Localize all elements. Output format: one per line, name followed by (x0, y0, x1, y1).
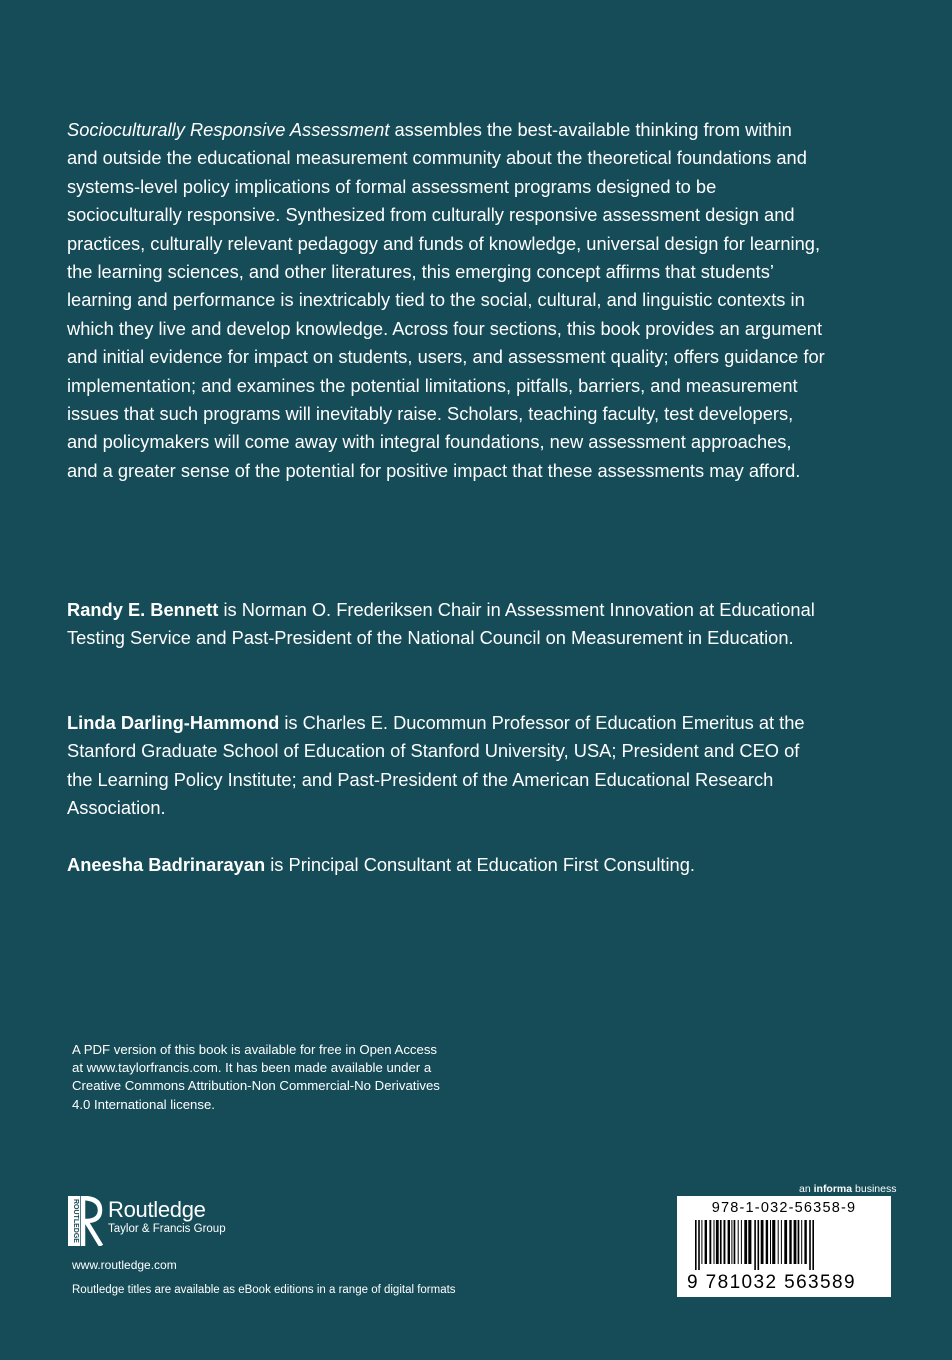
author-bio-text: is Charles E. Ducommun Professor of Education Emeritus at the Stanford Graduate School of Education of Stanford University, USA; President and CEO of the Learning Policy Institute; and Past-President of the American Educational Research Association. (67, 712, 805, 819)
barcode-bar (728, 1220, 730, 1264)
barcode-bars (695, 1220, 875, 1270)
open-access-line: Creative Commons Attribution-Non Commercial-No Derivatives (72, 1078, 440, 1094)
barcode-bar (724, 1220, 726, 1264)
barcode-bar (789, 1220, 791, 1264)
open-access-notice (72, 1041, 532, 1114)
barcode-digits: 9 781032 563589 (687, 1272, 856, 1293)
open-access-line: A PDF version of this book is available for free in Open Access (72, 1042, 438, 1057)
informa-brand: informa (813, 1183, 853, 1195)
barcode-bar (781, 1220, 782, 1264)
barcode-bar (804, 1220, 806, 1264)
publisher-group: Taylor & Francis Group (108, 1223, 226, 1235)
author-name: Randy E. Bennett (67, 599, 219, 620)
isbn-number: 978-1-032-56358-9 (711, 1200, 857, 1216)
barcode-bar (798, 1220, 800, 1264)
barcode-bar (744, 1220, 747, 1264)
barcode-bar (758, 1220, 760, 1270)
open-access-line: at www.taylorfrancis.com. It has been made available under a (72, 1060, 432, 1076)
barcode-bar (731, 1220, 732, 1264)
barcode-bar (714, 1220, 715, 1264)
description-text: assembles the best-available thinking from within and outside the educational measurement community about the theoretical foundations and systems-level policy implications of formal assessment programs designed to be socioculturally responsive. Synthesized from culturally responsive assessment design and practices, culturally relevant pedagogy and funds of knowledge, universal design for learning, the learning sciences, and other literatures, this emerging concept affirms that students’ learning and performance is inextricably tied to the social, cultural, and linguistic contexts in which they live and develop knowledge. Across four sections, this book provides an argument and initial evidence for impact on students, users, and assessment quality; offers guidance for implementation; and examines the potential limitations, pitfalls, barriers, and measurement issues that such programs will inevitably raise. Scholars, teaching faculty, test developers, and policymakers will come away with integral foundations, new assessment approaches, and a greater sense of the potential for positive impact that these assessments may afford. (67, 119, 825, 481)
routledge-logo (68, 1196, 268, 1246)
book-title-italic: Socioculturally Responsive Assessment (67, 119, 390, 140)
informa-tagline: an informa business (799, 1183, 897, 1195)
author-name: Linda Darling-Hammond (67, 712, 280, 733)
author-bio-badrinarayan (67, 851, 827, 879)
routledge-r-icon (68, 1196, 104, 1246)
barcode-bar (812, 1220, 814, 1270)
barcode-bar (716, 1220, 719, 1264)
barcode-bar (698, 1220, 700, 1270)
logo-vertical-text: ROUTLEDGE (72, 1199, 79, 1243)
author-name: Aneesha Badrinarayan (67, 854, 266, 875)
publisher-name: Routledge (108, 1197, 206, 1222)
barcode-bar (766, 1220, 768, 1264)
barcode-bar (705, 1220, 707, 1264)
barcode-bar (741, 1220, 742, 1264)
barcode-bar (734, 1220, 736, 1264)
publisher-url[interactable]: www.routledge.com (72, 1258, 177, 1272)
author-bio-darling-hammond (67, 709, 827, 823)
barcode-bar (801, 1220, 802, 1264)
ebook-note: Routledge titles are available as eBook editions in a range of digital formats (72, 1284, 456, 1296)
barcode-bar (701, 1220, 702, 1264)
barcode-bar (754, 1220, 756, 1270)
barcode-bar (772, 1220, 775, 1264)
barcode-bar (695, 1220, 697, 1270)
barcode-bar (761, 1220, 764, 1264)
barcode-bar (809, 1220, 811, 1270)
barcode-bar (770, 1220, 771, 1264)
barcode-bar (794, 1220, 797, 1264)
isbn-barcode (677, 1196, 891, 1297)
author-bio-text: is Norman O. Frederiksen Chair in Assessment Innovation at Educational Testing Service and Past-President of the National Council on Measurement in Education. (67, 599, 815, 649)
author-bio-text: is Principal Consultant at Education First Consulting. (265, 854, 695, 875)
barcode-bar (720, 1220, 722, 1264)
barcode-bar (784, 1220, 787, 1264)
barcode-bar (709, 1220, 711, 1264)
open-access-line: 4.0 International license. (72, 1096, 215, 1112)
book-description (67, 116, 827, 485)
barcode-bar (748, 1220, 751, 1264)
barcode-bar (738, 1220, 739, 1264)
author-bio-bennett (67, 596, 827, 653)
barcode-bar (778, 1220, 779, 1264)
